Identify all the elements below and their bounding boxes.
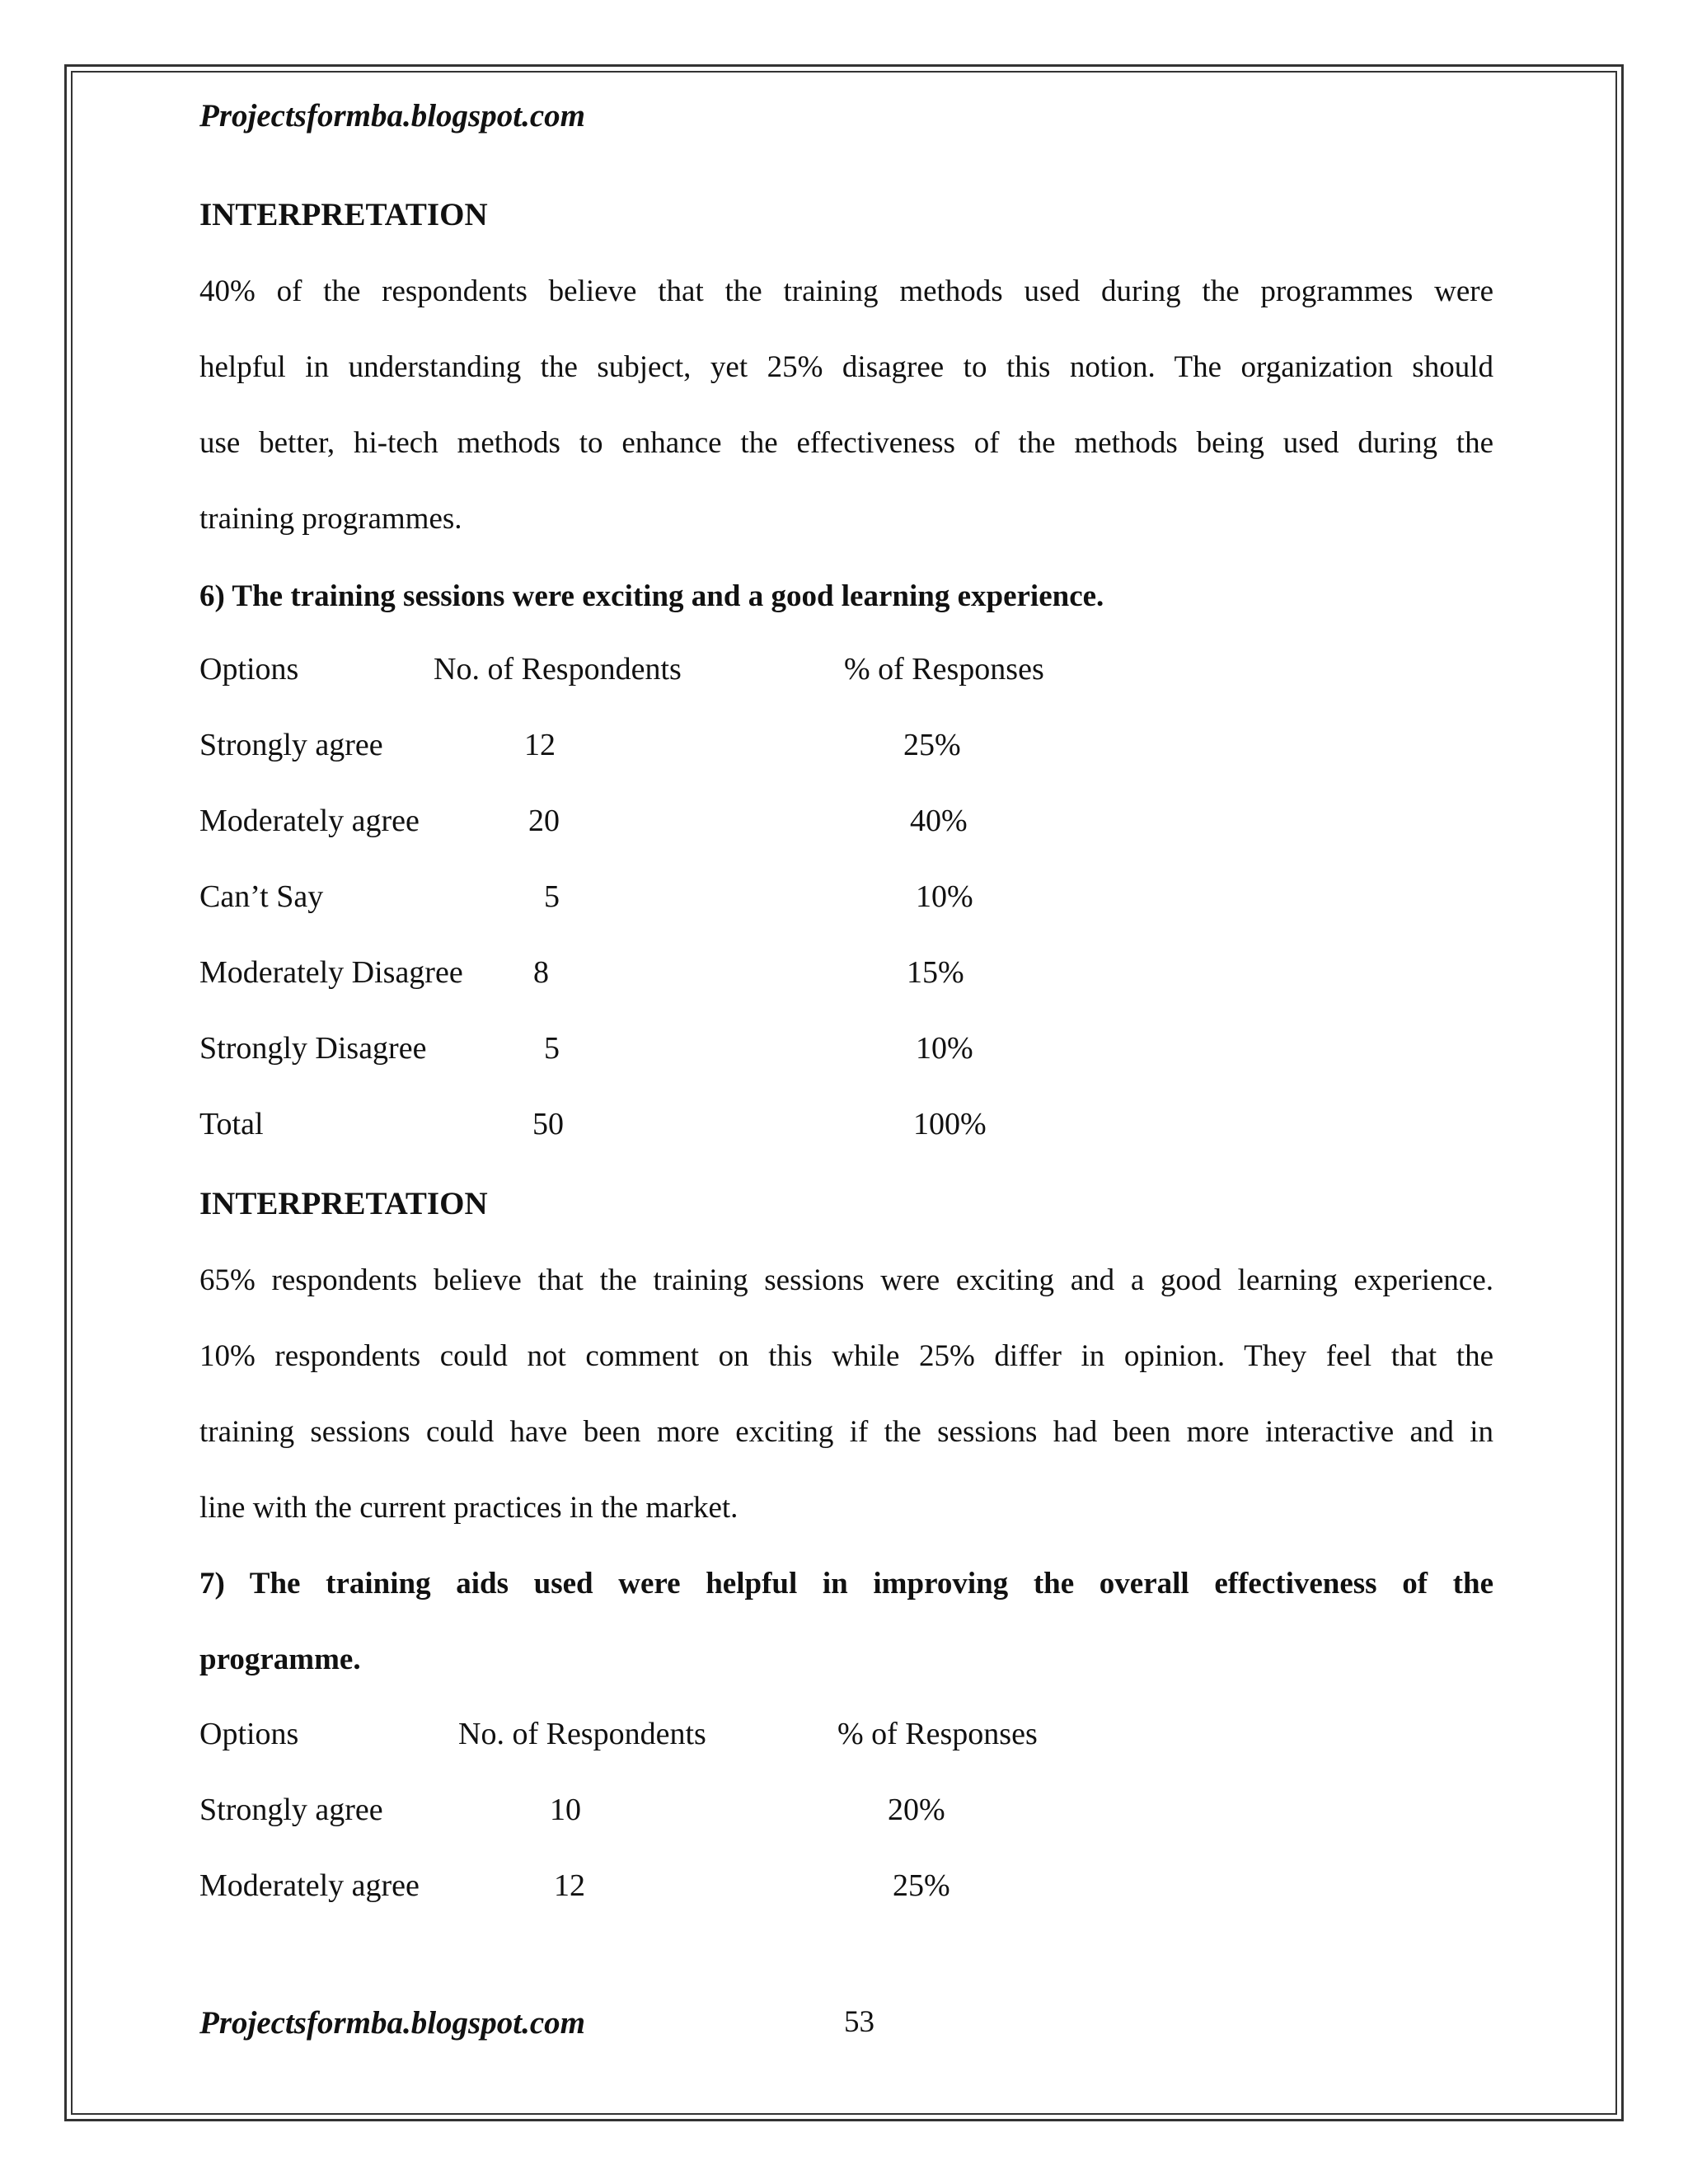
table-cell-percent: 40% [910,804,968,838]
table-cell-option: Moderately agree [199,1868,420,1903]
footer-site: Projectsformba.blogspot.com [199,2005,585,2041]
table-cell-percent: 10% [916,879,973,914]
table-cell-percent: 15% [907,955,964,990]
paragraph-line: training programmes. [199,502,462,536]
paragraph-line: 65% respondents believe that the training sessions were exciting and a good learning experience. [199,1263,1493,1297]
page-number: 53 [844,2005,874,2039]
table-cell-option: Moderately agree [199,804,420,838]
paragraph-line: helpful in understanding the subject, yet 25% disagree to this notion. The organization should [199,350,1493,384]
question7-title-line: programme. [199,1643,361,1676]
column-header-options: Options [199,652,299,687]
column-header-responses: % of Responses [844,652,1044,687]
header-site: Projectsformba.blogspot.com [199,98,585,134]
question7-title-line: 7) The training aids used were helpful in improving the overall effectiveness of the [199,1567,1493,1601]
section1-heading: INTERPRETATION [199,197,488,232]
table-cell-percent: 100% [913,1107,987,1141]
table-cell-option: Strongly Disagree [199,1031,427,1066]
table-cell-count: 5 [544,1031,560,1066]
paragraph-line: 40% of the respondents believe that the training methods used during the programmes were [199,274,1493,308]
paragraph-line: training sessions could have been more exciting if the sessions had been more interactive and in [199,1415,1493,1449]
table-cell-option: Can’t Say [199,879,324,914]
table-cell-option: Strongly agree [199,1793,383,1827]
table-cell-percent: 10% [916,1031,973,1066]
table-cell-option: Moderately Disagree [199,955,463,990]
paragraph-line: line with the current practices in the market. [199,1491,738,1525]
paragraph-line: 10% respondents could not comment on this while 25% differ in opinion. They feel that the [199,1339,1493,1373]
section1-paragraph [199,254,1493,557]
column-header-respondents: No. of Respondents [434,652,682,687]
table-cell-count: 50 [532,1107,564,1141]
table-cell-count: 12 [554,1868,585,1903]
question6-title: 6) The training sessions were exciting and a good learning experience. [199,579,1104,613]
section2-heading: INTERPRETATION [199,1186,488,1221]
table-cell-percent: 25% [893,1868,950,1903]
table-cell-option: Strongly agree [199,728,383,762]
paragraph-line: use better, hi-tech methods to enhance the effectiveness of the methods being used during the [199,426,1493,460]
column-header-options: Options [199,1717,299,1751]
column-header-respondents: No. of Respondents [458,1717,706,1751]
table-cell-count: 12 [524,728,556,762]
table-cell-option: Total [199,1107,264,1141]
table-cell-count: 10 [550,1793,581,1827]
table-cell-count: 8 [533,955,549,990]
table-cell-count: 20 [528,804,560,838]
section2-paragraph [199,1243,1493,1546]
table-cell-count: 5 [544,879,560,914]
column-header-responses: % of Responses [837,1717,1038,1751]
table-cell-percent: 20% [888,1793,945,1827]
table-cell-percent: 25% [903,728,961,762]
